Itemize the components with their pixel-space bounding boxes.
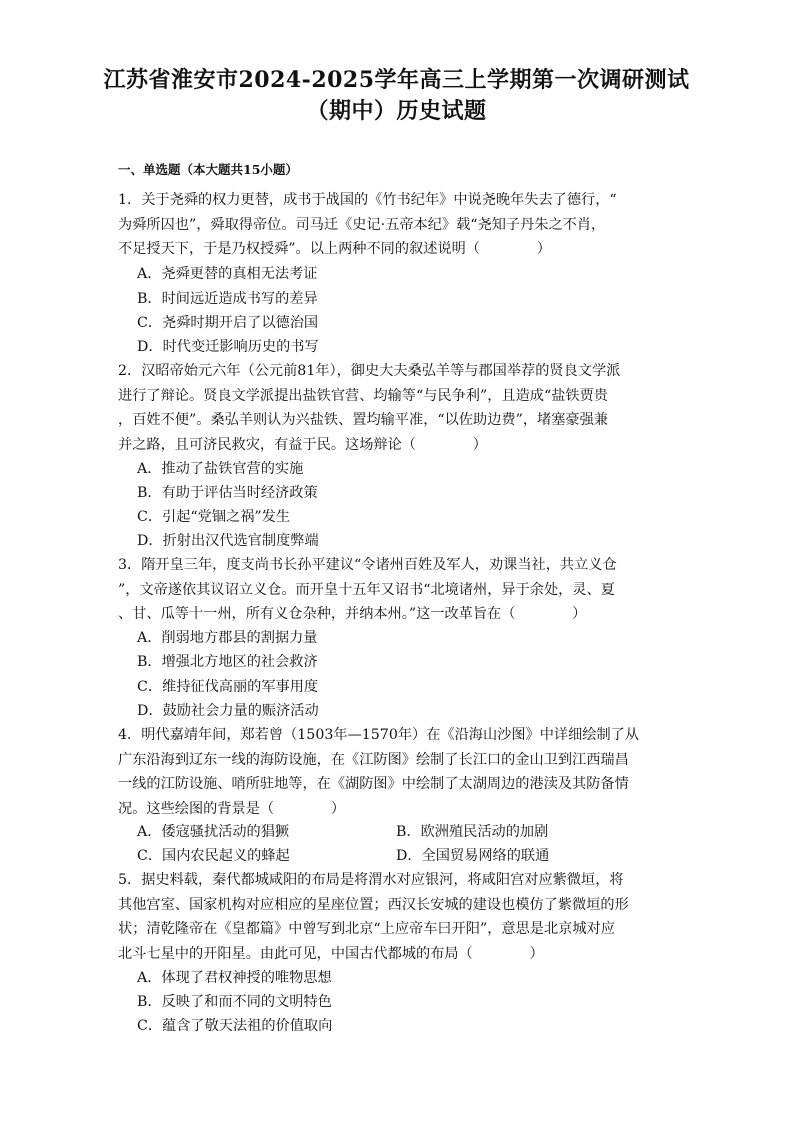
question-line: 进行了辩论。贤良文学派提出盐铁官营、均输等“与民争利”，且造成“盐铁贾贵	[118, 387, 608, 404]
question-4-option-a: A．倭寇骚扰活动的猖獗	[137, 824, 290, 840]
question-line: 4．明代嘉靖年间，郑若曾（1503年—1570年）在《沿海山沙图》中详细绘制了从	[118, 727, 640, 743]
question-2-option-b: B．有助于评估当时经济政策	[137, 485, 318, 501]
question-4-option-d: D．全国贸易网络的联通	[396, 848, 550, 864]
page-title: 江苏省淮安市2024-2025学年高三上学期第一次调研测试	[103, 67, 690, 93]
question-line: 为舜所囚也”，舜取得帝位。司马迁《史记·五帝本纪》载“尧知子丹朱之不肖，	[118, 216, 606, 233]
question-line: 不足授天下，于是乃权授舜”。以上两种不同的叙述说明（ ）	[118, 241, 551, 258]
question-4-stem	[118, 723, 678, 821]
question-line: 广东沿海到辽东一线的海防设施，在《江防图》绘制了长江口的金山卫到江西瑞昌	[118, 751, 629, 768]
question-3-option-b: B．增强北方地区的社会救济	[137, 654, 318, 670]
question-3-option-d: D．鼓励社会力量的赈济活动	[137, 703, 319, 719]
question-line: ”，文帝遂依其议诏立义仓。而开皇十五年又诏书“北境诸州，异于余处，灵、夏	[118, 581, 615, 598]
section-heading: 一、单选题（本大题共15小题）	[118, 162, 298, 177]
question-line: 1．关于尧舜的权力更替，成书于战国的《竹书纪年》中说尧晚年失去了德行，“	[118, 192, 617, 208]
question-5-option-b: B．反映了和而不同的文明特色	[137, 994, 332, 1010]
question-1-option-c: C．尧舜时期开启了以德治国	[137, 315, 319, 331]
page-subtitle: （期中）历史试题	[306, 98, 487, 124]
question-line: 北斗七星中的开阳星。由此可见，中国古代都城的布局（ ）	[118, 945, 544, 962]
question-line: 状；清乾隆帝在《皇都篇》中曾写到北京“上应帝车曰开阳”，意思是北京城对应	[118, 921, 615, 938]
question-4-option-c: C．国内农民起义的蜂起	[137, 848, 290, 864]
question-2-option-c: C．引起“党锢之祸”发生	[137, 509, 291, 525]
question-line: 并之路，且可济民救灾，有益于民。这场辩论（ ）	[118, 436, 487, 453]
question-4-option-b: B．欧洲殖民活动的加剧	[396, 824, 549, 840]
question-line: 5．据史料载，秦代都城咸阳的布局是将渭水对应银河，将咸阳宫对应紫微垣，将	[118, 872, 624, 888]
question-3-option-c: C．维持征伐高丽的军事用度	[137, 679, 319, 695]
question-line: 2．汉昭帝始元六年（公元前81年），御史大夫桑弘羊等与郡国举荐的贤良文学派	[118, 363, 621, 379]
question-line: 、甘、瓜等十一州，所有义仓杂种，并纳本州。”这一改革旨在（ ）	[118, 606, 587, 623]
question-5-option-a: A．体现了君权神授的唯物思想	[137, 970, 332, 986]
question-1-stem	[118, 188, 678, 262]
question-1-option-d: D．时代变迁影响历史的书写	[137, 339, 319, 355]
question-line: 其他宫室、国家机构对应相应的星座位置；西汉长安城的建设也模仿了紫微垣的形	[118, 896, 629, 913]
question-1-option-a: A．尧舜更替的真相无法考证	[137, 266, 318, 282]
question-2-option-d: D．折射出汉代选官制度弊端	[137, 533, 319, 549]
question-2-option-a: A．推动了盐铁官营的实施	[137, 461, 304, 477]
question-3-option-a: A．削弱地方郡县的割据力量	[137, 630, 318, 646]
question-line: 3．隋开皇三年，度支尚书长孙平建议“令诸州百姓及军人，劝课当社，共立义仓	[118, 557, 617, 573]
question-line: ，百姓不便”。桑弘羊则认为兴盐铁、置均输平准，“以佐助边费”，堵塞豪强兼	[118, 412, 608, 429]
question-line: 况。这些绘图的背景是（ ）	[118, 800, 346, 817]
question-3-stem	[118, 553, 678, 627]
question-2-stem	[118, 359, 678, 457]
question-5-stem	[118, 868, 678, 966]
question-1-option-b: B．时间远近造成书写的差异	[137, 291, 318, 307]
question-5-option-c: C．蕴含了敬天法祖的价值取向	[137, 1018, 333, 1034]
question-line: 一线的江防设施、哨所驻地等，在《湖防图》中绘制了太湖周边的港渎及其防备情	[118, 776, 629, 793]
